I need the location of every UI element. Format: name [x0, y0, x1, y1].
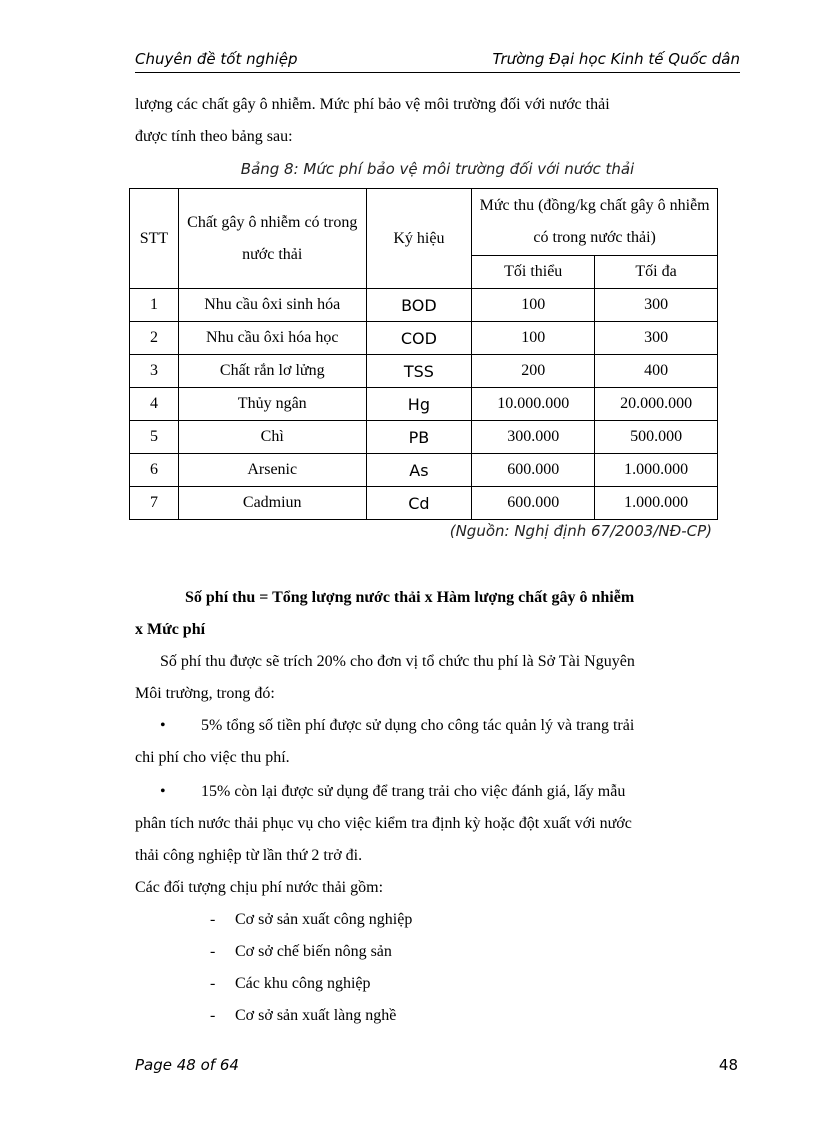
table-row	[130, 355, 718, 388]
list-item	[210, 1000, 396, 1032]
cell-stt: 7	[130, 487, 179, 520]
table-row	[130, 421, 718, 454]
list-item	[210, 904, 412, 936]
cell-name: Cadmiun	[178, 487, 366, 520]
formula-line-2: x Mức phí	[135, 621, 206, 638]
footer-page-number: 48	[718, 1056, 738, 1074]
dash-marker: -	[210, 943, 216, 960]
cell-name: Chất rắn lơ lửng	[178, 355, 366, 388]
formula-line-1: Số phí thu = Tổng lượng nước thải x Hàm lượng chất gây ô nhiễm	[185, 589, 635, 606]
header-pollutant: Chất gây ô nhiễm có trong nước thải	[178, 189, 366, 289]
bullet-dot-icon: •	[160, 717, 166, 734]
bullet-item	[135, 776, 740, 872]
bullet-dot-icon: •	[160, 783, 166, 800]
list-item-text: Cơ sở sản xuất công nghiệp	[235, 911, 413, 928]
cell-min: 600.000	[472, 454, 595, 487]
cell-symbol: Hg	[366, 388, 472, 421]
allocation-line-1: Số phí thu được sẽ trích 20% cho đơn vị tổ chức thu phí là Sở Tài Nguyên	[160, 653, 635, 670]
cell-name: Nhu cầu ôxi sinh hóa	[178, 289, 366, 322]
cell-name: Thủy ngân	[178, 388, 366, 421]
dash-marker: -	[210, 1007, 216, 1024]
intro-paragraph	[135, 89, 740, 153]
dash-marker: -	[210, 975, 216, 992]
header-min: Tối thiểu	[472, 256, 595, 289]
table-header-row	[130, 189, 718, 256]
list-item-text: Các khu công nghiệp	[235, 975, 371, 992]
cell-stt: 1	[130, 289, 179, 322]
bullet-line-2: phân tích nước thải phục vụ cho việc kiểm tra định kỳ hoặc đột xuất với nước	[135, 815, 632, 832]
cell-min: 200	[472, 355, 595, 388]
fee-formula	[135, 582, 740, 646]
table-caption: Bảng 8: Mức phí bảo vệ môi trường đối với nước thải	[240, 160, 635, 178]
allocation-line-2: Môi trường, trong đó:	[135, 685, 275, 702]
cell-symbol: As	[366, 454, 472, 487]
cell-symbol: BOD	[366, 289, 472, 322]
cell-min: 10.000.000	[472, 388, 595, 421]
cell-stt: 5	[130, 421, 179, 454]
cell-symbol: PB	[366, 421, 472, 454]
list-item	[210, 936, 392, 968]
table-row	[130, 454, 718, 487]
header-max: Tối đa	[595, 256, 718, 289]
cell-min: 100	[472, 289, 595, 322]
list-item	[210, 968, 371, 1000]
cell-symbol: TSS	[366, 355, 472, 388]
page-header	[135, 48, 740, 73]
bullet-line-3: thải công nghiệp từ lần thứ 2 trở đi.	[135, 847, 363, 864]
header-symbol: Ký hiệu	[366, 189, 472, 289]
cell-name: Chì	[178, 421, 366, 454]
cell-min: 600.000	[472, 487, 595, 520]
cell-max: 400	[595, 355, 718, 388]
cell-min: 300.000	[472, 421, 595, 454]
cell-max: 1.000.000	[595, 454, 718, 487]
cell-stt: 2	[130, 322, 179, 355]
cell-max: 1.000.000	[595, 487, 718, 520]
cell-max: 500.000	[595, 421, 718, 454]
cell-symbol: COD	[366, 322, 472, 355]
cell-name: Nhu cầu ôxi hóa học	[178, 322, 366, 355]
intro-line-2: được tính theo bảng sau:	[135, 128, 293, 145]
bullet-line-1: 5% tổng số tiền phí được sử dụng cho công tác quản lý và trang trải	[201, 717, 635, 734]
list-item-text: Cơ sở chế biến nông sản	[235, 943, 392, 960]
table-row	[130, 322, 718, 355]
header-university-name: Trường Đại học Kinh tế Quốc dân	[492, 50, 740, 68]
header-document-title: Chuyên đề tốt nghiệp	[135, 50, 298, 68]
bullet-line-2: chi phí cho việc thu phí.	[135, 749, 290, 766]
intro-line-1: lượng các chất gây ô nhiễm. Mức phí bảo vệ môi trường đối với nước thải	[135, 96, 610, 113]
header-rate: Mức thu (đồng/kg chất gây ô nhiễm có trong nước thải)	[472, 189, 718, 256]
cell-max: 300	[595, 322, 718, 355]
table-row	[130, 289, 718, 322]
table-source-note: (Nguồn: Nghị định 67/2003/NĐ-CP)	[449, 522, 712, 540]
dash-marker: -	[210, 911, 216, 928]
footer-page-label: Page 48 of 64	[135, 1056, 239, 1074]
allocation-paragraph	[135, 646, 740, 710]
bullet-item	[135, 710, 740, 774]
fee-table	[129, 188, 718, 520]
cell-max: 300	[595, 289, 718, 322]
cell-max: 20.000.000	[595, 388, 718, 421]
list-item-text: Cơ sở sản xuất làng nghề	[235, 1007, 397, 1024]
bullet-line-1: 15% còn lại được sử dụng để trang trải cho việc đánh giá, lấy mẫu	[201, 783, 626, 800]
table-row	[130, 388, 718, 421]
cell-stt: 3	[130, 355, 179, 388]
header-stt: STT	[130, 189, 179, 289]
cell-min: 100	[472, 322, 595, 355]
cell-name: Arsenic	[178, 454, 366, 487]
cell-stt: 4	[130, 388, 179, 421]
table-row	[130, 487, 718, 520]
cell-stt: 6	[130, 454, 179, 487]
cell-symbol: Cd	[366, 487, 472, 520]
subjects-intro: Các đối tượng chịu phí nước thải gồm:	[135, 879, 384, 896]
